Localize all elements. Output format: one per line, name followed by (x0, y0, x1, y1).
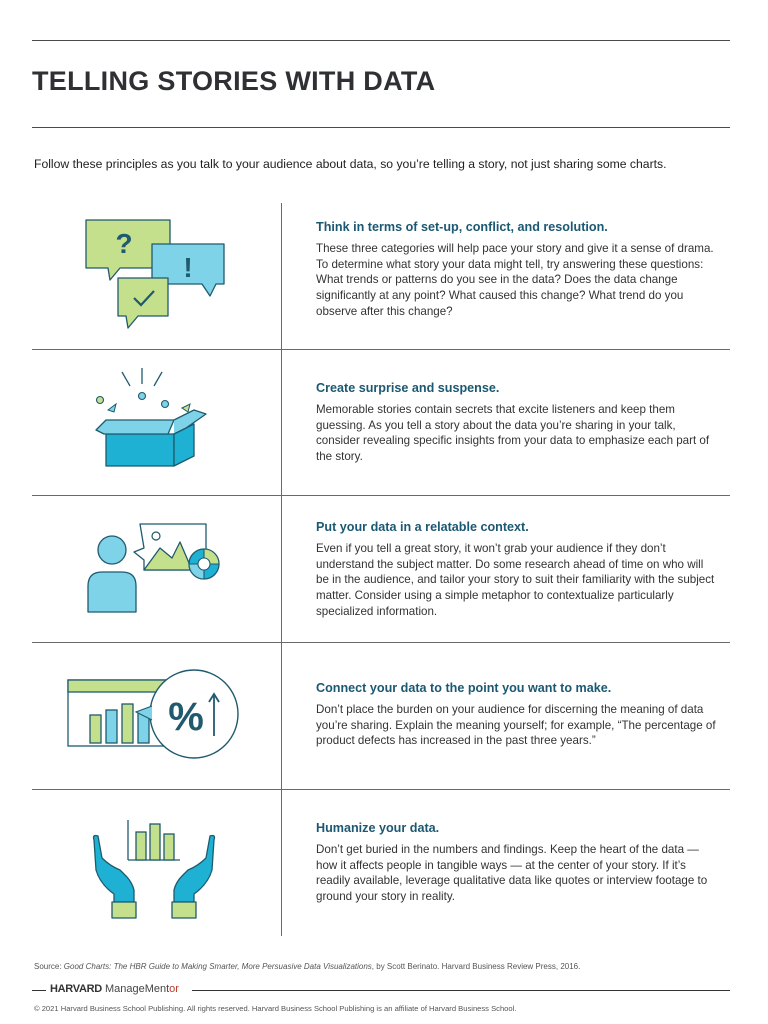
section-heading: Think in terms of set-up, conflict, and resolution. (316, 220, 608, 234)
section-body: Memorable stories contain secrets that excite listeners and keep them guessing. As you tell a story about the data you’re sharing in your talk, consider revealing specific insights from your data to emphasize each part of the story. (316, 403, 710, 464)
top-rule (32, 40, 730, 41)
surprise-box-icon (90, 364, 220, 472)
source-title: Good Charts: The HBR Guide to Making Smarter, More Persuasive Data Visualizations (63, 962, 372, 971)
section-heading: Connect your data to the point you want to make. (316, 681, 612, 695)
column-divider (281, 203, 282, 936)
source-citation (34, 962, 580, 971)
source-prefix: Source: (34, 962, 64, 971)
copyright-text: © 2021 Harvard Business School Publishing. All rights reserved. Harvard Business School Publishing is an affiliate of Harvard Business School. (34, 1004, 517, 1013)
speech-bubbles-icon (80, 212, 230, 336)
brand-or: or (169, 983, 179, 995)
section-body: Even if you tell a great story, it won’t grab your audience if they don’t understand the subject matter. Do some research ahead of time on who will be in the audience, and tailor your story to suit their familiarity with the subject matter. Consider using a simple metaphor to contextualize particularly specialized information. (316, 542, 715, 618)
svg-text:%: % (168, 695, 204, 739)
section-body: Don’t place the burden on your audience for discerning the meaning of data you’re sharing. Explain the meaning yourself; for example, “The percentage of product defects has increased in the past three years.” (316, 703, 716, 748)
brand-harvard: HARVARD (50, 983, 102, 995)
section-heading: Create surprise and suspense. (316, 381, 500, 395)
source-suffix: , by Scott Berinato. Harvard Business Review Press, 2016. (371, 962, 581, 971)
brand-manage: ManageMent (104, 983, 170, 995)
person-with-chart-icon (84, 520, 226, 620)
section-connect-data (316, 681, 716, 749)
intro-text: Follow these principles as you talk to your audience about data, so you’re telling a story, not just sharing some charts. (34, 157, 667, 171)
section-divider (32, 642, 730, 643)
section-divider (32, 789, 730, 790)
section-divider (32, 495, 730, 496)
hands-holding-chart-icon (88, 812, 220, 922)
section-surprise (316, 381, 716, 465)
section-heading: Put your data in a relatable context. (316, 520, 529, 534)
svg-text:?: ? (115, 228, 133, 259)
section-heading: Humanize your data. (316, 821, 440, 835)
page-title: TELLING STORIES WITH DATA (32, 66, 436, 96)
title-rule (32, 127, 730, 128)
section-body: Don’t get buried in the numbers and findings. Keep the heart of the data — how it affects people in tangible ways — at the center of your story. If it’s readily available, leverage qualitative data like quotes or interview footage to ground your story in reality. (316, 843, 708, 904)
section-humanize (316, 821, 716, 905)
svg-text:!: ! (183, 252, 193, 283)
section-relatable-context (316, 520, 716, 620)
section-body: These three categories will help pace your story and give it a sense of drama. To determine what story your data might tell, try answering these questions: What trends or patterns do you see in the data? Does the data change significantly at any point? What caused this change? What trend do you observe after this change? (316, 242, 714, 318)
brand-logo (50, 983, 179, 995)
brand-rule-left (32, 990, 46, 991)
section-setup-conflict (316, 220, 716, 320)
percent-magnifier-icon (66, 666, 246, 766)
section-divider (32, 349, 730, 350)
brand-rule-right (192, 990, 730, 991)
